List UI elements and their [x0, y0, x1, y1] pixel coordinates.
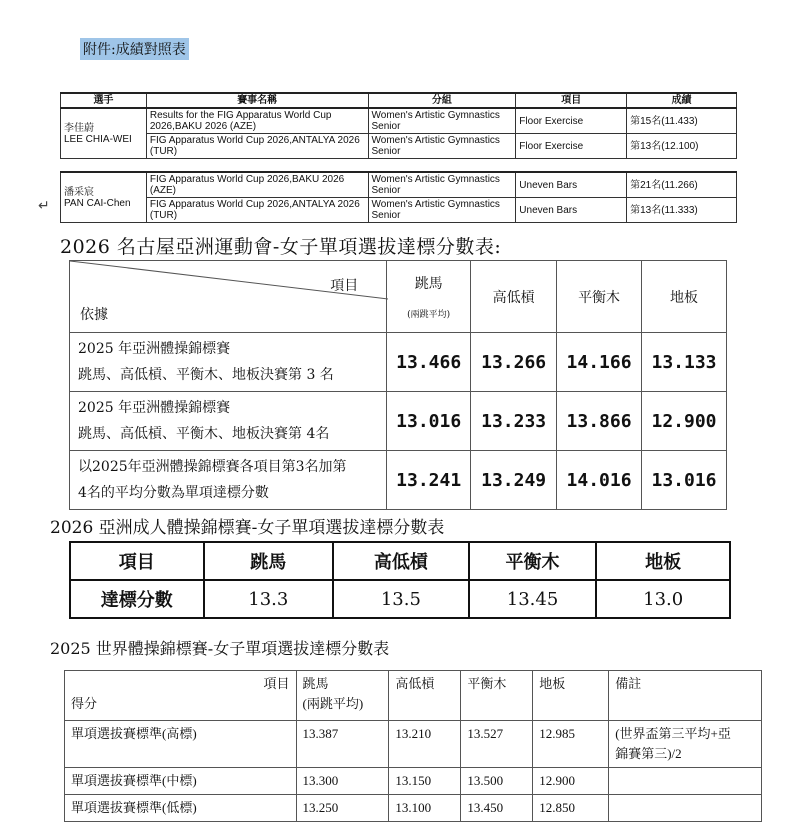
athlete-name — [61, 172, 147, 223]
results-table-lee — [60, 92, 737, 159]
corner-score-label: 得分 — [71, 696, 98, 711]
col-vault-note: (兩跳平均) — [302, 696, 364, 711]
col-beam: 平衡木 — [557, 261, 642, 333]
basis-cell — [70, 333, 387, 392]
return-arrow-icon: ↵ — [38, 198, 50, 214]
value-bars: 13.100 — [389, 795, 461, 822]
worlds-title: 2025 世界體操錦標賽-女子單項選拔達標分數表 — [50, 639, 390, 658]
nagoya-table — [69, 260, 727, 510]
asian-header-row — [70, 542, 730, 580]
col-vault-label: 跳馬 — [302, 676, 329, 691]
apparatus: Uneven Bars — [516, 172, 627, 198]
header-vault: 跳馬 — [204, 542, 334, 580]
basis-line2: 跳馬、高低槓、平衡木、地板決賽第 4名 — [78, 426, 330, 442]
value-floor: 12.900 — [642, 392, 727, 451]
value-bars: 13.150 — [389, 768, 461, 795]
note-cell — [609, 768, 762, 795]
group-name: Women's Artistic Gymnastics Senior — [368, 134, 516, 159]
table-row — [65, 795, 762, 822]
results-header-row — [61, 93, 737, 108]
attachment-label: 附件:成績對照表 — [80, 38, 189, 60]
result: 第13名(11.333) — [627, 198, 737, 223]
value-beam: 13.45 — [469, 580, 597, 618]
corner-item-label: 項目 — [330, 278, 359, 294]
table-row — [65, 721, 762, 768]
diagonal-line — [70, 261, 388, 333]
basis-line1: 以2025年亞洲體操錦標賽各項目第3名加第 — [78, 459, 347, 475]
results-table-pan — [60, 171, 737, 223]
col-vault-label: 跳馬 — [414, 276, 443, 292]
header-event: 賽事名稱 — [146, 93, 368, 108]
event-name: FIG Apparatus World Cup 2026,ANTALYA 2026 (TUR) — [146, 198, 368, 223]
col-vault — [296, 671, 389, 721]
table-row — [61, 198, 737, 223]
value-beam: 13.866 — [557, 392, 642, 451]
value-vault: 13.387 — [296, 721, 389, 768]
diagonal-corner-cell — [70, 261, 387, 333]
basis-line1: 2025 年亞洲體操錦標賽 — [78, 400, 231, 416]
group-name: Women's Artistic Gymnastics Senior — [368, 108, 516, 134]
note-cell — [609, 721, 762, 768]
header-bars: 高低槓 — [333, 542, 469, 580]
basis-line1: 2025 年亞洲體操錦標賽 — [78, 341, 231, 357]
result: 第15名(11.433) — [627, 108, 737, 134]
athlete-name-zh: 李佳蔚 — [64, 122, 94, 134]
apparatus: Floor Exercise — [516, 134, 627, 159]
group-name: Women's Artistic Gymnastics Senior — [368, 198, 516, 223]
col-floor: 地板 — [533, 671, 609, 721]
value-floor: 12.985 — [533, 721, 609, 768]
event-name: FIG Apparatus World Cup 2026,BAKU 2026 (AZE) — [146, 172, 368, 198]
value-floor: 12.900 — [533, 768, 609, 795]
header-athlete: 選手 — [61, 93, 147, 108]
value-vault: 13.300 — [296, 768, 389, 795]
value-bars: 13.233 — [471, 392, 557, 451]
table-row — [70, 333, 727, 392]
result: 第13名(12.100) — [627, 134, 737, 159]
event-name: FIG Apparatus World Cup 2026,ANTALYA 2026 (TUR) — [146, 134, 368, 159]
value-vault: 13.250 — [296, 795, 389, 822]
table-row — [61, 172, 737, 198]
header-item: 項目 — [70, 542, 204, 580]
value-bars: 13.210 — [389, 721, 461, 768]
value-beam: 13.500 — [461, 768, 533, 795]
table-row — [61, 108, 737, 134]
value-floor: 12.850 — [533, 795, 609, 822]
corner-basis-label: 依據 — [80, 307, 108, 323]
value-beam: 13.450 — [461, 795, 533, 822]
worlds-table — [64, 670, 762, 822]
event-name: Results for the FIG Apparatus World Cup 2026,BAKU 2026 (AZE) — [146, 108, 368, 134]
header-floor: 地板 — [596, 542, 730, 580]
header-result: 成績 — [627, 93, 737, 108]
header-group: 分組 — [368, 93, 516, 108]
header-apparatus: 項目 — [516, 93, 627, 108]
value-beam: 13.527 — [461, 721, 533, 768]
value-bars: 13.249 — [471, 451, 557, 510]
value-vault: 13.241 — [387, 451, 471, 510]
basis-cell — [70, 451, 387, 510]
corner-cell — [65, 671, 297, 721]
value-beam: 14.016 — [557, 451, 642, 510]
worlds-header-row — [65, 671, 762, 721]
row-label: 單項選拔賽標準(高標) — [65, 721, 297, 768]
value-vault: 13.466 — [387, 333, 471, 392]
header-beam: 平衡木 — [469, 542, 597, 580]
value-bars: 13.5 — [333, 580, 469, 618]
value-floor: 13.133 — [642, 333, 727, 392]
table-row — [70, 392, 727, 451]
row-label: 單項選拔賽標準(中標) — [65, 768, 297, 795]
value-floor: 13.0 — [596, 580, 730, 618]
athlete-name — [61, 108, 147, 159]
asian-champs-title: 2026 亞洲成人體操錦標賽-女子單項選拔達標分數表 — [50, 518, 445, 538]
athlete-name-en: LEE CHIA-WEI — [64, 133, 132, 145]
athlete-name-en: PAN CAI-Chen — [64, 197, 131, 209]
basis-line2: 4名的平均分數為單項達標分數 — [78, 485, 269, 501]
table-row — [70, 580, 730, 618]
note-cell — [609, 795, 762, 822]
col-beam: 平衡木 — [461, 671, 533, 721]
table-row — [65, 768, 762, 795]
corner-item-label: 項目 — [263, 676, 290, 691]
table-row — [70, 451, 727, 510]
value-vault: 13.016 — [387, 392, 471, 451]
row-label: 達標分數 — [70, 580, 204, 618]
athlete-name-zh: 潘采宸 — [64, 186, 94, 198]
value-bars: 13.266 — [471, 333, 557, 392]
row-label: 單項選拔賽標準(低標) — [65, 795, 297, 822]
result: 第21名(11.266) — [627, 172, 737, 198]
col-vault — [387, 261, 471, 333]
apparatus: Floor Exercise — [516, 108, 627, 134]
col-bars: 高低槓 — [471, 261, 557, 333]
col-note: 備註 — [609, 671, 762, 721]
group-name: Women's Artistic Gymnastics Senior — [368, 172, 516, 198]
col-bars: 高低槓 — [389, 671, 461, 721]
value-vault: 13.3 — [204, 580, 334, 618]
apparatus: Uneven Bars — [516, 198, 627, 223]
value-beam: 14.166 — [557, 333, 642, 392]
asian-champs-table — [69, 541, 731, 619]
note-line2: 錦賽第三)/2 — [615, 746, 682, 761]
nagoya-header-row — [70, 261, 727, 333]
table-row — [61, 134, 737, 159]
col-vault-note: (兩跳平均) — [407, 310, 451, 320]
note-line1: (世界盃第三平均+亞 — [615, 726, 731, 741]
basis-cell — [70, 392, 387, 451]
value-floor: 13.016 — [642, 451, 727, 510]
col-floor: 地板 — [642, 261, 727, 333]
basis-line2: 跳馬、高低槓、平衡木、地板決賽第 3 名 — [78, 367, 334, 383]
nagoya-title: 2026 名古屋亞洲運動會-女子單項選拔達標分數表: — [60, 236, 502, 258]
